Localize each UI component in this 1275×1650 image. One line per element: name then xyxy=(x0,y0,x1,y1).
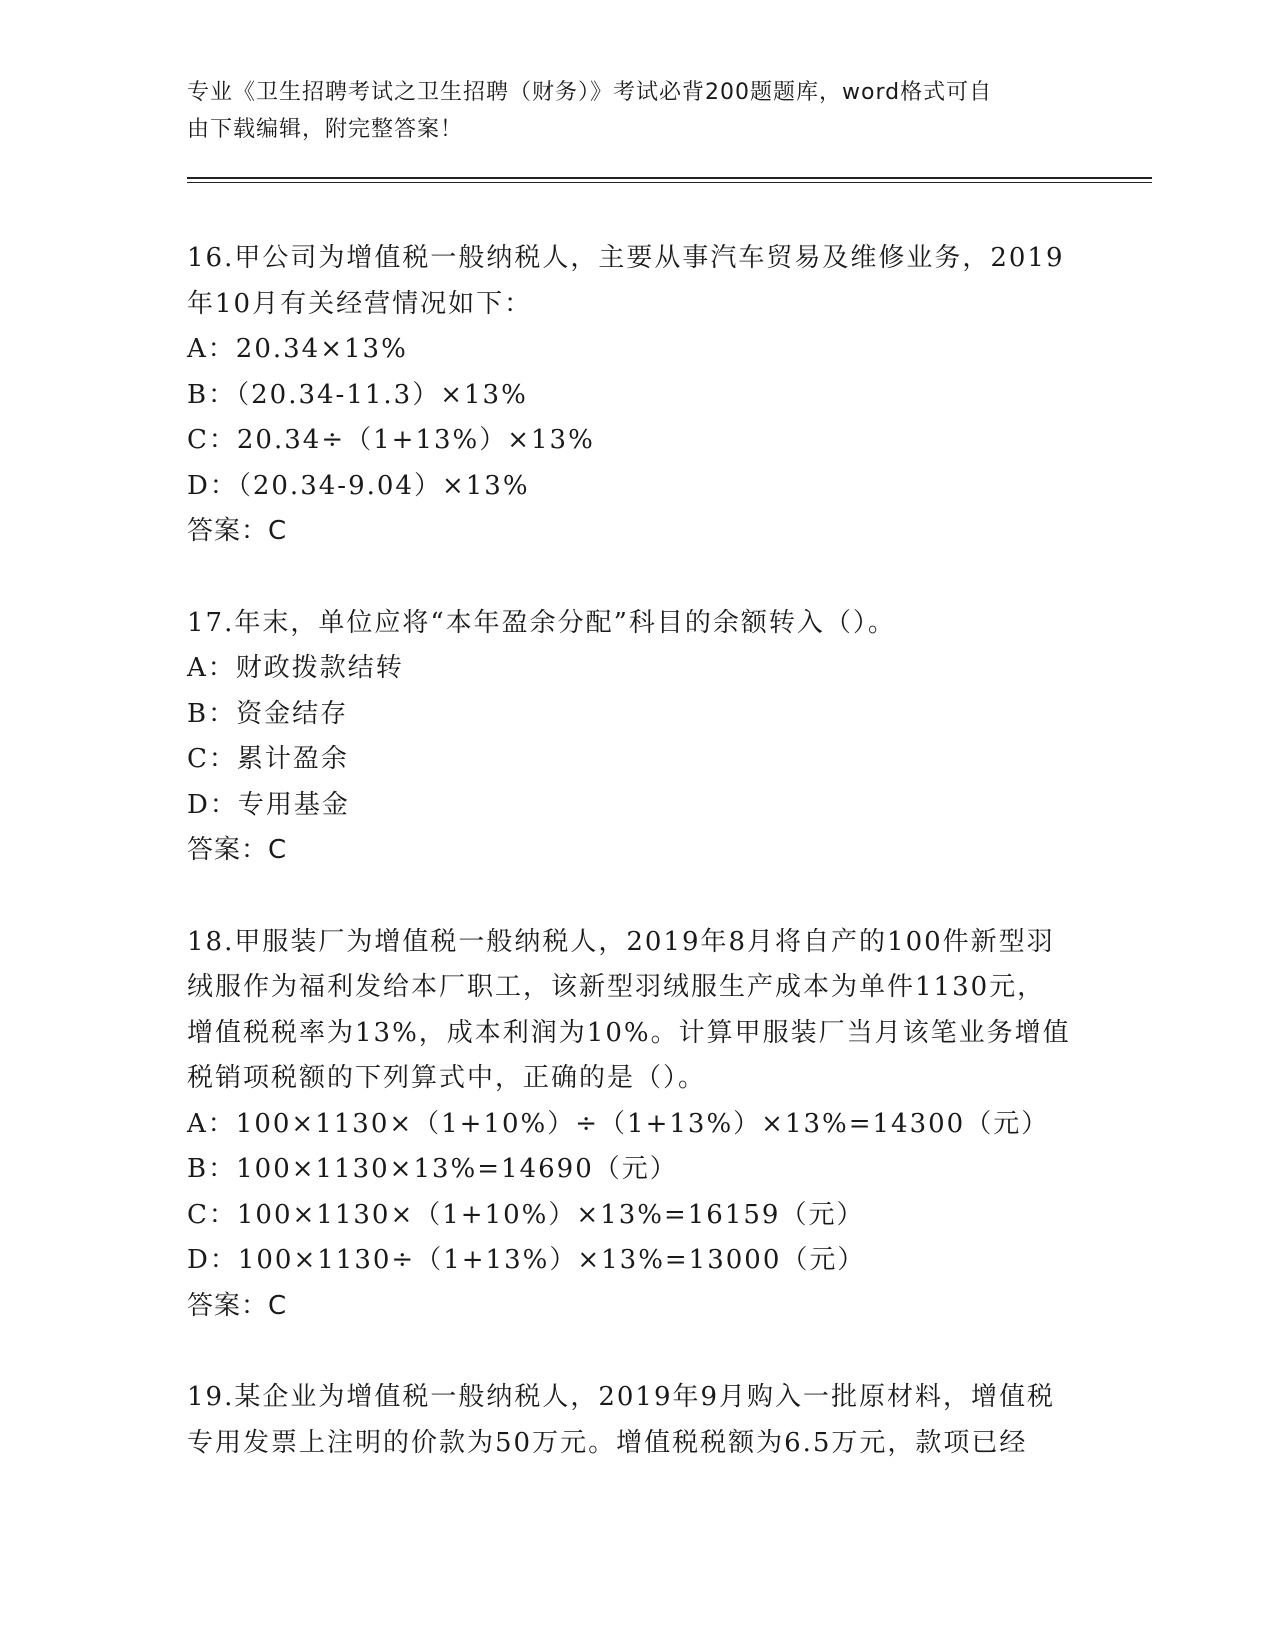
stem-line: 18.甲服装厂为增值税一般纳税人，2019年8月将自产的100件新型羽 xyxy=(187,926,1055,957)
option-b: B：资金结存 xyxy=(187,698,349,729)
question-stem xyxy=(187,920,1087,1102)
header-line-2: 由下载编辑，附完整答案！ xyxy=(187,117,464,142)
stem-line: 增值税税率为13%，成本利润为10%。计算甲服装厂当月该笔业务增值 xyxy=(187,1017,1071,1048)
stem-line: 年10月有关经营情况如下： xyxy=(187,288,533,319)
question-17 xyxy=(187,601,1087,874)
document-header xyxy=(187,74,1067,148)
question-18 xyxy=(187,920,1087,1330)
answer-line: 答案：C xyxy=(187,835,288,865)
option-a: A：财政拨款结转 xyxy=(187,653,404,683)
stem-line: 专用发票上注明的价款为50万元。增值税税额为6.5万元，款项已经 xyxy=(187,1427,1028,1458)
option-c: C：100×1130×（1+10%）×13%=16159（元） xyxy=(187,1199,865,1230)
question-19 xyxy=(187,1375,1087,1466)
stem-line: 税销项税额的下列算式中，正确的是（）。 xyxy=(187,1063,707,1093)
option-c: C：累计盈余 xyxy=(187,744,349,774)
question-list xyxy=(187,236,1087,1512)
answer-line: 答案：C xyxy=(187,516,288,546)
option-b: B：100×1130×13%=14690（元） xyxy=(187,1154,678,1184)
option-c: C：20.34÷（1+13%）×13% xyxy=(187,425,595,455)
option-b: B：（20.34-11.3）×13% xyxy=(187,379,528,410)
question-16 xyxy=(187,236,1087,555)
stem-line: 19.某企业为增值税一般纳税人，2019年9月购入一批原材料，增值税 xyxy=(187,1382,1056,1412)
stem-line: 17.年末，单位应将“本年盈余分配”科目的余额转入（）。 xyxy=(187,607,896,638)
header-rule-thin xyxy=(187,182,1152,183)
question-stem xyxy=(187,236,1087,327)
stem-line: 绒服作为福利发给本厂职工，该新型羽绒服生产成本为单件1130元， xyxy=(187,972,1046,1002)
header-rule-thick xyxy=(187,177,1152,179)
answer-line: 答案：C xyxy=(187,1290,288,1321)
option-d: D：100×1130÷（1+13%）×13%=13000（元） xyxy=(187,1245,866,1275)
stem-line: 16.甲公司为增值税一般纳税人，主要从事汽车贸易及维修业务，2019 xyxy=(187,243,1065,273)
option-a: A：100×1130×（1+10%）÷（1+13%）×13%=14300（元） xyxy=(187,1108,1050,1139)
option-d: D：专用基金 xyxy=(187,789,350,820)
header-line-1: 专业《卫生招聘考试之卫生招聘（财务）》考试必背200题题库，word格式可自 xyxy=(187,80,993,105)
option-d: D：（20.34-9.04）×13% xyxy=(187,470,530,501)
question-stem xyxy=(187,601,1087,647)
question-stem xyxy=(187,1375,1087,1466)
option-a: A：20.34×13% xyxy=(187,334,408,364)
